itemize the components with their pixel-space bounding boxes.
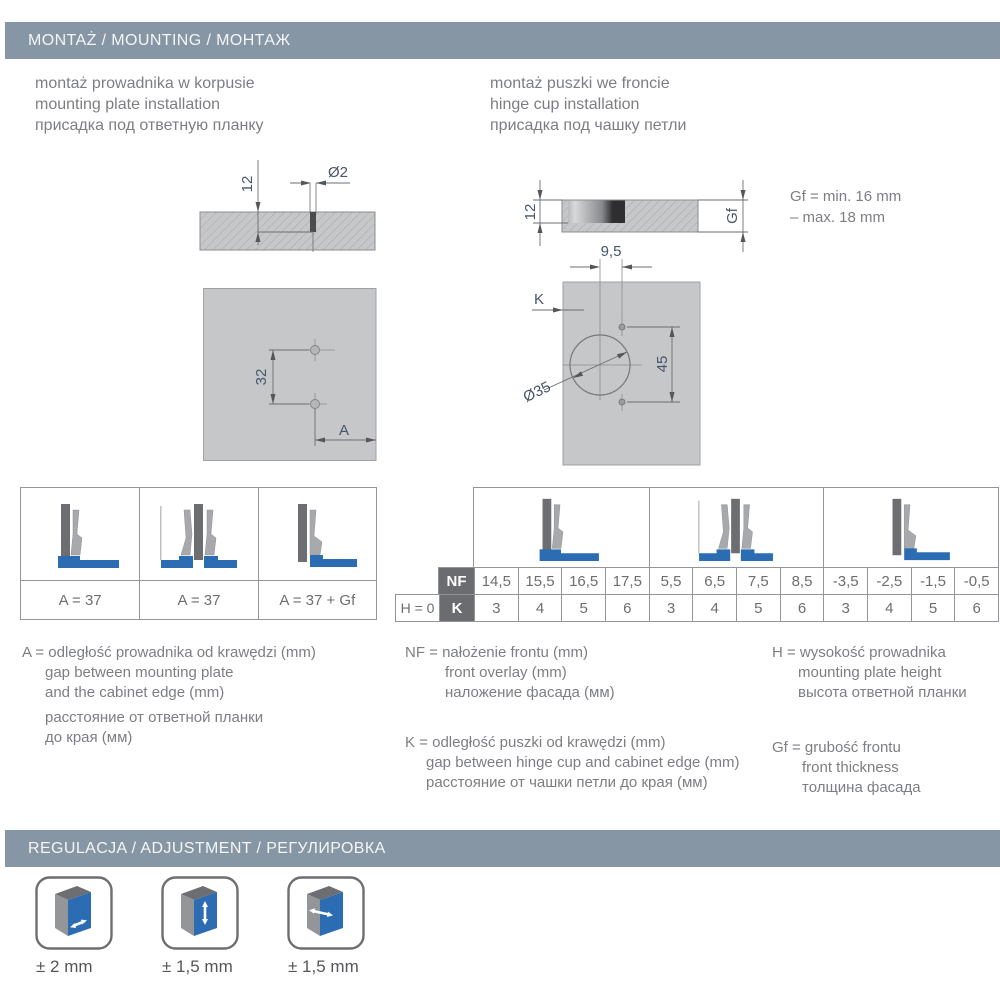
drill-hole (310, 212, 316, 232)
nf-value-cell: 7,5 (736, 568, 780, 594)
heading-line: присадка под чашку петли (490, 117, 687, 134)
pilot-hole (619, 399, 625, 405)
height-adjustment-icon (161, 876, 239, 951)
nf-value-cell: 8,5 (780, 568, 824, 594)
k-value-cell: 3 (649, 595, 693, 621)
heading-line: присадка под ответную планку (35, 117, 264, 134)
legend-line: gap between mounting plate (45, 664, 234, 681)
mounting-section-title: MONTAŻ / MOUNTING / МОНТАЖ (28, 32, 291, 49)
legend-nf (405, 643, 765, 703)
heading-line: montaż puszki we froncie (490, 75, 670, 92)
gf-note-line: – max. 18 mm (790, 209, 886, 226)
k-value-cell: 3 (474, 595, 518, 621)
cup-table-nf-row (438, 567, 999, 595)
nf-value-cell: 16,5 (561, 568, 605, 594)
legend-line: H = wysokość prowadnika (772, 644, 946, 661)
adjustment-value-label: ± 2 mm (36, 957, 93, 976)
dim-depth-12: 12 (239, 175, 256, 193)
dim-cup-dia-35: Ø35 (520, 378, 554, 407)
legend-h (772, 643, 992, 703)
plate-face-drawing (203, 288, 377, 461)
legend-line: высота ответной планки (798, 684, 967, 701)
legend-line: front thickness (802, 759, 899, 776)
k-value-cell: 5 (911, 595, 955, 621)
k-row-header: K (439, 595, 474, 621)
legend-line: NF = nałożenie frontu (mm) (405, 644, 588, 661)
k-value-cell: 4 (518, 595, 562, 621)
gf-note-line: Gf = min. 16 mm (790, 188, 902, 205)
k-value-cell: 6 (605, 595, 649, 621)
plate-distance-label: A = 37 (21, 580, 139, 619)
dim-edge-distance-a: A (338, 422, 350, 439)
nf-value-cell: -2,5 (867, 568, 911, 594)
gf-range-note (790, 186, 901, 228)
inset-hinge-diagram (258, 488, 376, 580)
mounting-section-header (5, 22, 1000, 59)
legend-line: наложение фасада (мм) (445, 684, 615, 701)
dim-cup-depth-12: 12 (522, 203, 539, 221)
legend-line: gap between hinge cup and cabinet edge (mm) (426, 754, 740, 771)
dim-spacing-32: 32 (253, 368, 270, 386)
adjustment-value-label: ± 1,5 mm (162, 957, 233, 976)
cup-table-diagram-row (473, 487, 999, 568)
depth-adjustment-icon (287, 876, 365, 951)
legend-line: расстояние от чашки петли до края (мм) (426, 774, 708, 791)
inset-hinge-diagram (823, 488, 998, 567)
nf-row-header: NF (439, 568, 474, 594)
plate-distance-table (20, 487, 377, 620)
legend-line: расстояние от ответной планки (45, 709, 264, 726)
k-value-cell: 6 (954, 595, 998, 621)
legend-line: толщина фасада (802, 779, 921, 796)
nf-value-cell: 5,5 (649, 568, 693, 594)
pilot-hole (619, 324, 625, 330)
k-value-cell: 5 (561, 595, 605, 621)
cup-table-k-row (395, 594, 999, 622)
overlay-hinge-diagram (474, 488, 649, 567)
system-hole (311, 346, 320, 355)
dim-hole-dia: Ø2 (328, 164, 349, 181)
k-value-cell: 3 (823, 595, 867, 621)
side-adjustment-icon (35, 876, 113, 951)
nf-value-cell: 17,5 (605, 568, 649, 594)
system-hole (311, 400, 320, 409)
left-column-heading (35, 73, 264, 136)
legend-line: and the cabinet edge (mm) (45, 684, 225, 701)
hinge-cup-bore (568, 200, 625, 223)
plate-distance-label: A = 37 (139, 580, 257, 619)
dim-offset-9-5: 9,5 (600, 243, 622, 260)
nf-value-cell: -3,5 (823, 568, 867, 594)
plate-section-drawing (185, 150, 380, 258)
adjustment-value-label: ± 1,5 mm (288, 957, 359, 976)
h-zero-cell: H = 0 (400, 600, 435, 616)
twin-hinge-diagram (139, 488, 257, 580)
k-value-cell: 4 (867, 595, 911, 621)
dim-edge-distance-k: K (534, 291, 545, 308)
legend-a (22, 643, 382, 748)
twin-hinge-diagram (649, 488, 824, 567)
legend-gf (772, 738, 992, 798)
k-value-cell: 4 (692, 595, 736, 621)
legend-line: A = odległość prowadnika od krawędzi (mm) (22, 644, 316, 661)
adjustment-section-header (5, 830, 1000, 867)
heading-line: hinge cup installation (490, 96, 640, 113)
nf-value-cell: -1,5 (911, 568, 955, 594)
right-column-heading (490, 73, 686, 136)
nf-value-cell: 14,5 (474, 568, 518, 594)
nf-value-cell: 15,5 (518, 568, 562, 594)
nf-value-cell: 6,5 (692, 568, 736, 594)
front-face-drawing (520, 240, 780, 470)
adjustment-section-title: REGULACJA / ADJUSTMENT / РЕГУЛИРОВКА (28, 840, 386, 857)
plate-distance-label: A = 37 + Gf (258, 580, 376, 619)
overlay-hinge-diagram (21, 488, 139, 580)
legend-line: mounting plate height (798, 664, 942, 681)
heading-line: montaż prowadnika w korpusie (35, 75, 255, 92)
legend-line: front overlay (mm) (445, 664, 567, 681)
dim-front-thickness-gf: Gf (724, 208, 741, 224)
dim-spacing-45: 45 (654, 355, 671, 373)
nf-value-cell: -0,5 (954, 568, 998, 594)
k-value-cell: 5 (736, 595, 780, 621)
k-value-cell: 6 (780, 595, 824, 621)
legend-line: K = odległość puszki od krawędzi (mm) (405, 734, 666, 751)
legend-k (405, 733, 785, 793)
heading-line: mounting plate installation (35, 96, 221, 113)
legend-line: до края (мм) (45, 729, 133, 746)
legend-line: Gf = grubość frontu (772, 739, 901, 756)
